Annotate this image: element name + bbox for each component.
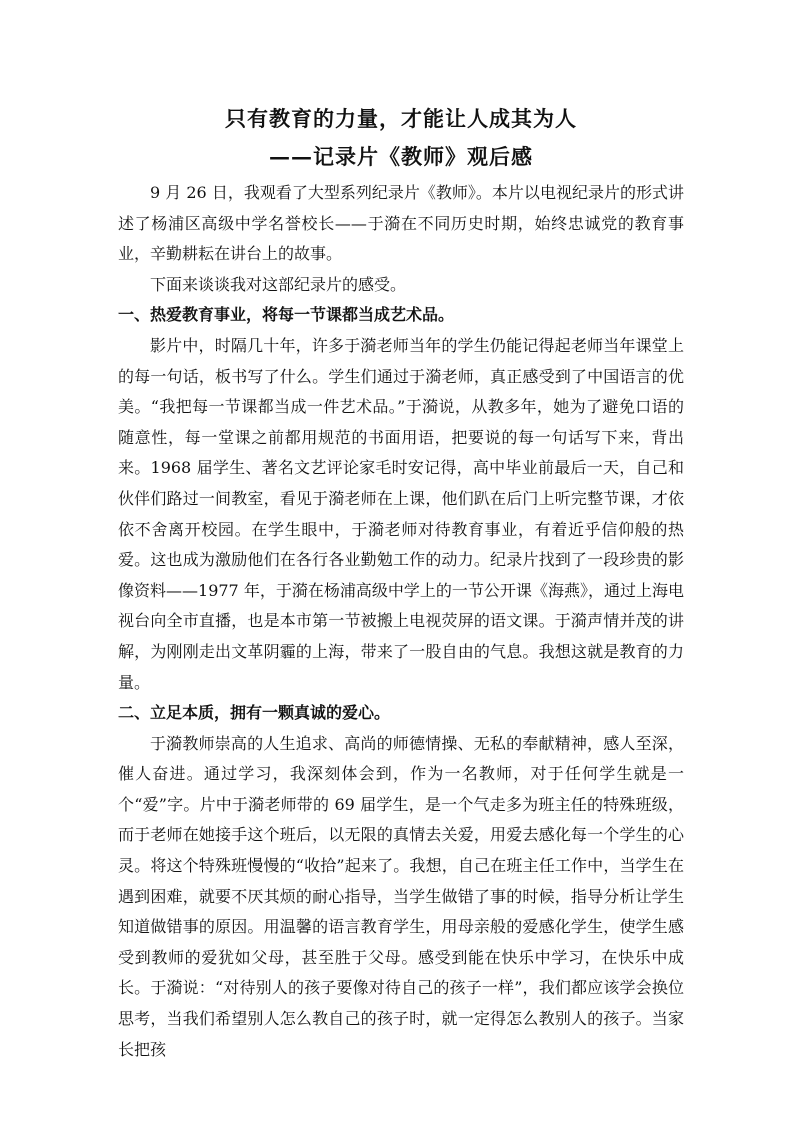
body-paragraph: 下面来谈谈我对这部纪录片的感受。	[150, 274, 407, 294]
section-heading: 二、立足本质，拥有一颗真诚的爱心。	[118, 703, 391, 723]
body-paragraph: 9 月 26 日，我观看了大型系列纪录片《教师》。本片以电视纪录片的形式讲述了杨浦区高级中学名誉校长——于漪在不同历史时期，始终忠诚党的教育事业，辛勤耕耘在讲台上的故事。	[118, 183, 684, 264]
body-paragraph: 于漪教师崇高的人生追求、高尚的师德情操、无私的奉献精神，感人至深，催人奋进。通过学习，我深刻体会到，作为一名教师，对于任何学生就是一个“爱”字。片中于漪老师带的 69 届学生，是一个气走多为班主任的特殊班级，而于老师在她接手这个班后，以无限的真情去关爱，用爱去感化每一个学生的心灵。将这个特殊班慢慢的“收拾”起来了。我想，自己在班主任工作中，当学生在遇到困难，就要不厌其烦的耐心指导，当学生做错了事的时候，指导分析让学生知道做错事的原因。用温馨的语言教育学生，用母亲般的爱感化学生，使学生感受到教师的爱犹如父母，甚至胜于父母。感受到能在快乐中学习，在快乐中成长。于漪说：“对待别人的孩子要像对待自己的孩子一样”，我们都应该学会换位思考，当我们希望别人怎么教自己的孩子时，就一定得怎么教别人的孩子。当家长把孩	[118, 733, 684, 1059]
document-title: 只有教育的力量，才能让人成其为人	[225, 106, 577, 131]
section-heading: 一、热爱教育事业，将每一节课都当成艺术品。	[118, 305, 455, 325]
document-subtitle: ——记录片《教师》观后感	[269, 144, 533, 169]
document-content	[118, 100, 684, 1065]
body-paragraph: 影片中，时隔几十年，许多于漪老师当年的学生仍能记得起老师当年课堂上的每一句话，板书写了什么。学生们通过于漪老师，真正感受到了中国语言的优美。“我把每一节课都当成一件艺术品。”于漪说，从教多年，她为了避免口语的随意性，每一堂课之前都用规范的书面用语，把要说的每一句话写下来，背出来。1968 届学生、著名文艺评论家毛时安记得，高中毕业前最后一天，自己和伙伴们路过一间教室，看见于漪老师在上课，他们趴在后门上听完整节课，才依依不舍离开校园。在学生眼中，于漪老师对待教育事业，有着近乎信仰般的热爱。这也成为激励他们在各行各业勤勉工作的动力。纪录片找到了一段珍贵的影像资料——1977 年，于漪在杨浦高级中学上的一节公开课《海燕》，通过上海电视台向全市直播，也是本市第一节被搬上电视荧屏的语文课。于漪声情并茂的讲解，为刚刚走出文革阴霾的上海，带来了一股自由的气息。我想这就是教育的力量。	[118, 335, 684, 692]
document-body	[118, 178, 684, 1065]
